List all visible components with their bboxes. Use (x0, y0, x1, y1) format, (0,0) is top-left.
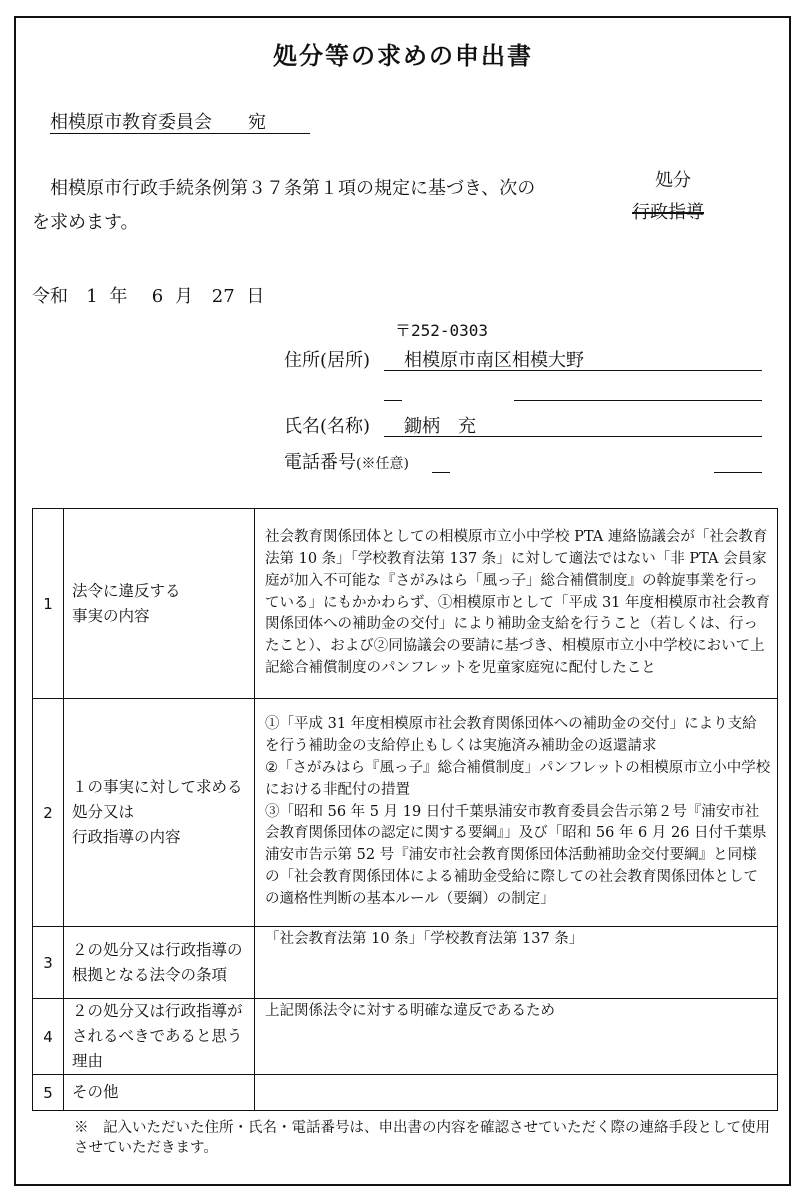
item-content: 社会教育関係団体としての相模原市立小中学校 PTA 連絡協議会が「社会教育法第 10 条」「学校教育法第 137 条」に対して適法ではない「非 PTA 会員家庭が加入不可能な『さがみはら「風っ子」総合補償制度』の斡旋事業を行っている」にもかかわらず、①相模原市として「平成 31 年度相模原市社会教育関係団体への補助金の交付」により補助金支給を行うこと（若しくは、行ったこと）、および②同協議会の要請に基づき、相模原市立小中学校において上記総合補償制度のパンフレットを児童家庭宛に配付したこと (255, 509, 778, 699)
option-selected: 処分 (655, 170, 691, 191)
request-statement-text: 相模原市行政手続条例第３７条第１項の規定に基づき、次の を求めます。 (32, 178, 644, 233)
table-row (33, 927, 778, 999)
item-content: 「社会教育法第 10 条」「学校教育法第 137 条」 (255, 927, 778, 999)
item-number: 3 (33, 927, 64, 999)
option-struck: 行政指導 (632, 202, 704, 223)
item-number: 2 (33, 699, 64, 927)
item-label: ２の処分又は行政指導がされるべきであると思う理由 (64, 999, 255, 1075)
date-day-unit: 日 (246, 286, 265, 307)
address-label: 住所(居所) (284, 350, 371, 371)
date-year-unit: 年 (109, 286, 128, 307)
date-month: 6 (151, 286, 164, 307)
request-statement (32, 172, 644, 240)
item-label (64, 509, 255, 699)
item-label-text: 法令に違反する 事実の内容 (72, 581, 181, 625)
name-field: 鋤柄 充 (404, 416, 476, 437)
address-underline (384, 370, 762, 371)
phone-underline-b (714, 472, 762, 473)
name-underline (384, 436, 762, 437)
footnote: ※ 記入いただいた住所・氏名・電話番号は、申出書の内容を確認させていただく際の連絡手段として使用させていただきます。 (74, 1120, 770, 1156)
item-content: 上記関係法令に対する明確な違反であるため (255, 999, 778, 1075)
phone-optional-note: (※任意) (356, 456, 409, 472)
phone-underline-a (432, 472, 450, 473)
date-day: 27 (211, 286, 235, 307)
address-underline-2a (384, 400, 402, 401)
name-label: 氏名(名称) (284, 416, 371, 437)
item-label-text: １の事実に対して求める処分又は 行政指導の内容 (72, 778, 243, 846)
addressee-underline (50, 133, 310, 134)
address-field: 相模原市南区相模大野 (404, 350, 584, 371)
phone-label: 電話番号 (284, 452, 356, 473)
item-content: ①「平成 31 年度相模原市社会教育関係団体への補助金の交付」により支給を行う補助金の支給停止もしくは実施済み補助金の返還請求 ②「さがみはら『風っ子』総合補償制度」パンフレットの相模原市立小中学校における非配付の措置 ③「昭和 56 年 5 月 19 日付千葉県浦安市教育委員会告示第２号『浦安市社会教育関係団体の認定に関する要綱』」及び「昭和 56 年 6 月 26 日付千葉県浦安市告示第 52 号『浦安市社会教育関係団体活動補助金交付要綱』と同様の「社会教育関係団体による補助金受給に際しての社会教育関係団体としての適格性判断の基本ルール（要綱）の制定」 (255, 699, 778, 927)
item-label (64, 699, 255, 927)
form-title: 処分等の求めの申出書 (273, 42, 533, 70)
date-year: 1 (86, 286, 98, 307)
item-label: その他 (64, 1075, 255, 1111)
item-content (255, 1075, 778, 1111)
item-number: 5 (33, 1075, 64, 1111)
item-number: 1 (33, 509, 64, 699)
addressee: 相模原市教育委員会 宛 (50, 112, 266, 133)
postal-code: 〒252-0303 (395, 321, 489, 340)
table-row (33, 699, 778, 927)
date-era: 令和 (32, 286, 68, 307)
item-label: ２の処分又は行政指導の根拠となる法令の条項 (64, 927, 255, 999)
table-row (33, 509, 778, 699)
item-number: 4 (33, 999, 64, 1075)
date-month-unit: 月 (174, 286, 193, 307)
table-row (33, 999, 778, 1075)
address-underline-2b (514, 400, 762, 401)
request-items-table (32, 508, 778, 1111)
table-row (33, 1075, 778, 1111)
submission-date (32, 282, 264, 308)
phone-label-group (284, 448, 409, 474)
